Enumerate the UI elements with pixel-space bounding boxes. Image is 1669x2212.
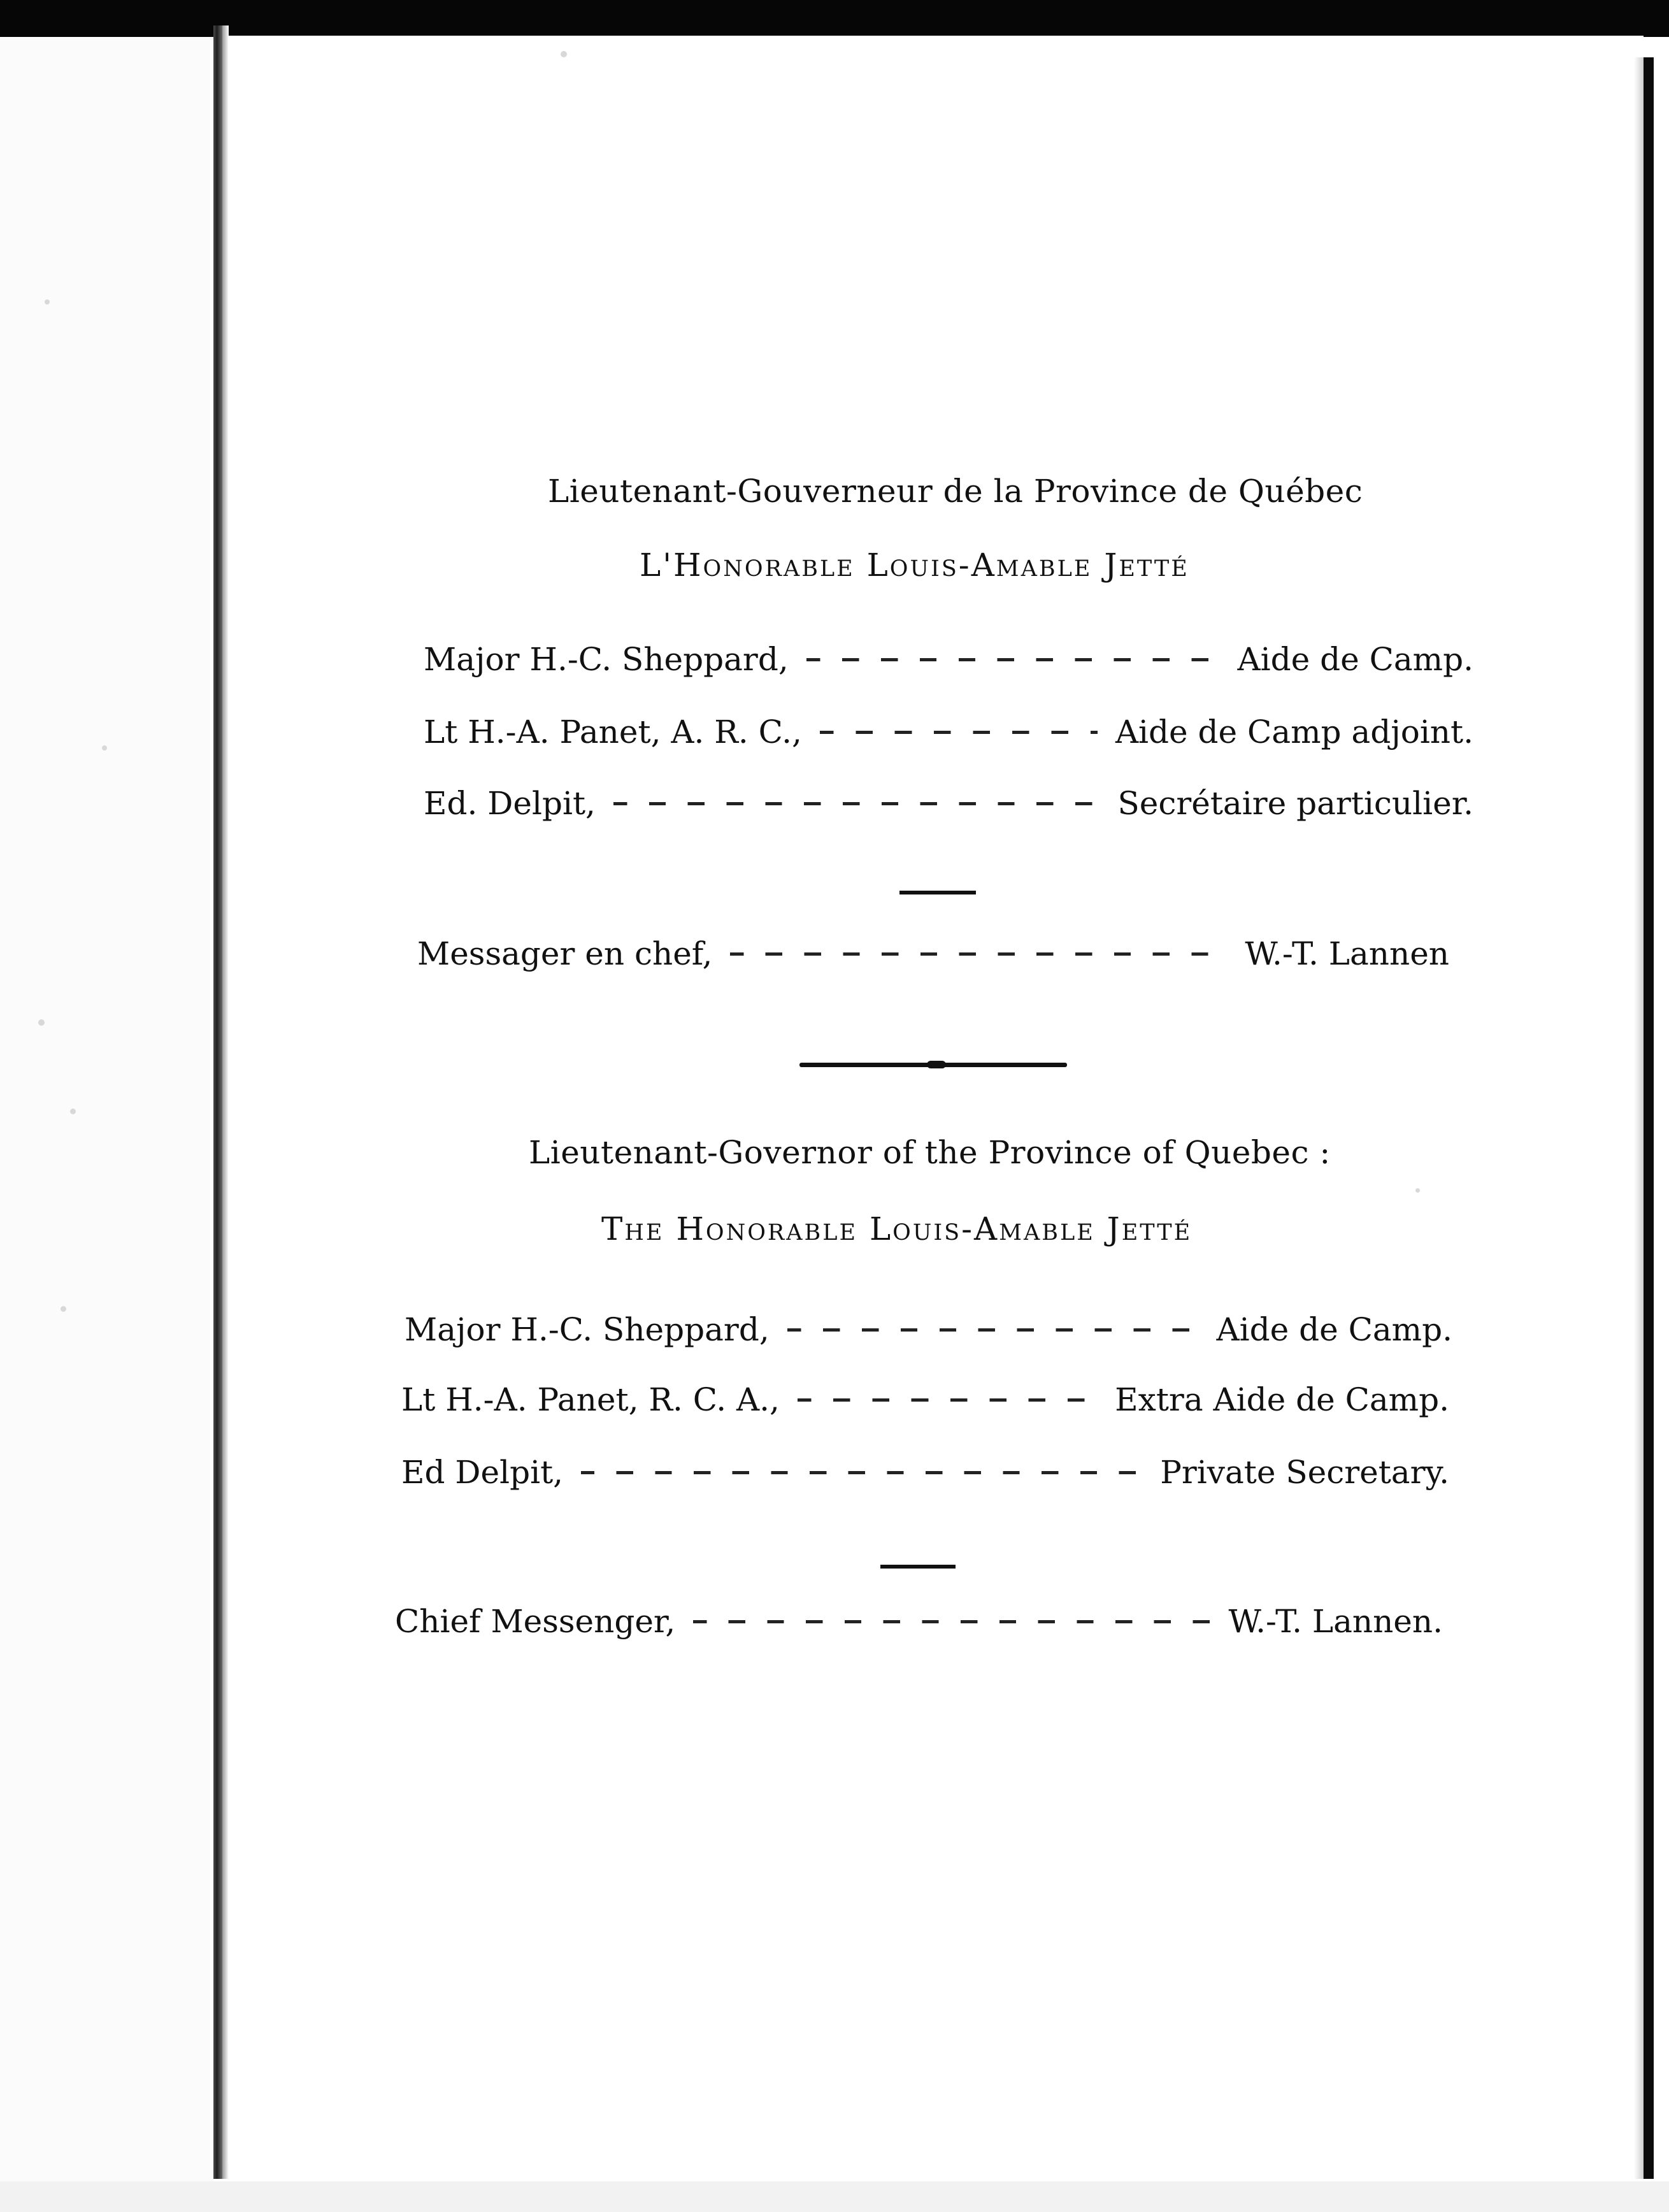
staff-name: Major H.-C. Sheppard, bbox=[405, 1311, 770, 1348]
french-office-title: Lieutenant-Gouverneur de la Province de Québec bbox=[548, 473, 1363, 510]
divider-ornament bbox=[927, 1061, 946, 1068]
paper-speck bbox=[1415, 1188, 1420, 1193]
paper-speck bbox=[38, 1019, 45, 1026]
dash-leader bbox=[787, 1328, 1199, 1332]
french-staff-row bbox=[424, 641, 1473, 678]
staff-name: Ed. Delpit, bbox=[424, 785, 596, 822]
section-divider-long bbox=[799, 1063, 1067, 1067]
scan-top-border bbox=[0, 0, 1669, 37]
dash-leader bbox=[820, 731, 1098, 734]
staff-role: Aide de Camp. bbox=[1216, 1311, 1452, 1348]
english-officeholder-name: The Honorable Louis-Amable Jetté bbox=[601, 1210, 1193, 1247]
messenger-label: Messager en chef, bbox=[417, 935, 713, 972]
paper-speck bbox=[45, 299, 50, 305]
messenger-name: W.-T. Lannen. bbox=[1228, 1603, 1443, 1640]
english-staff-row bbox=[405, 1311, 1452, 1348]
staff-name: Ed Delpit, bbox=[401, 1454, 564, 1491]
staff-name: Lt H.-A. Panet, R. C. A., bbox=[401, 1381, 780, 1418]
paper-speck bbox=[70, 1109, 76, 1114]
paper-speck bbox=[61, 1306, 66, 1312]
dash-leader bbox=[693, 1620, 1210, 1623]
english-staff-row bbox=[401, 1454, 1449, 1491]
staff-role: Aide de Camp. bbox=[1237, 641, 1473, 678]
scan-bottom-border bbox=[0, 2181, 1669, 2212]
messenger-label: Chief Messenger, bbox=[395, 1603, 676, 1640]
section-divider-short bbox=[899, 891, 976, 894]
french-staff-row bbox=[424, 714, 1473, 750]
staff-name: Lt H.-A. Panet, A. R. C., bbox=[424, 714, 802, 750]
staff-role: Secrétaire particulier. bbox=[1117, 785, 1473, 822]
scan-right-border bbox=[1644, 57, 1654, 2179]
staff-role: Extra Aide de Camp. bbox=[1115, 1381, 1449, 1418]
page-leaf bbox=[228, 36, 1644, 2164]
english-messenger-row bbox=[395, 1603, 1443, 1640]
english-staff-row bbox=[401, 1381, 1449, 1418]
messenger-name: W.-T. Lannen bbox=[1245, 935, 1449, 972]
dash-leader bbox=[798, 1398, 1097, 1402]
book-spine bbox=[213, 25, 222, 2179]
dash-leader bbox=[730, 952, 1227, 956]
paper-speck bbox=[102, 745, 107, 750]
french-officeholder-name: L'Honorable Louis-Amable Jetté bbox=[640, 547, 1189, 584]
french-staff-row bbox=[424, 785, 1473, 822]
english-office-title: Lieutenant-Governor of the Province of Quebec : bbox=[529, 1134, 1331, 1171]
staff-role: Private Secretary. bbox=[1160, 1454, 1449, 1491]
dash-leader bbox=[581, 1471, 1142, 1474]
section-divider-short bbox=[880, 1565, 956, 1569]
dash-leader bbox=[613, 802, 1100, 805]
left-facing-leaf bbox=[0, 38, 213, 2212]
page-edge-shadow bbox=[1634, 57, 1644, 2179]
paper-speck bbox=[561, 51, 567, 57]
staff-name: Major H.-C. Sheppard, bbox=[424, 641, 789, 678]
french-messenger-row bbox=[417, 935, 1449, 972]
dash-leader bbox=[806, 658, 1220, 661]
staff-role: Aide de Camp adjoint. bbox=[1115, 714, 1473, 750]
